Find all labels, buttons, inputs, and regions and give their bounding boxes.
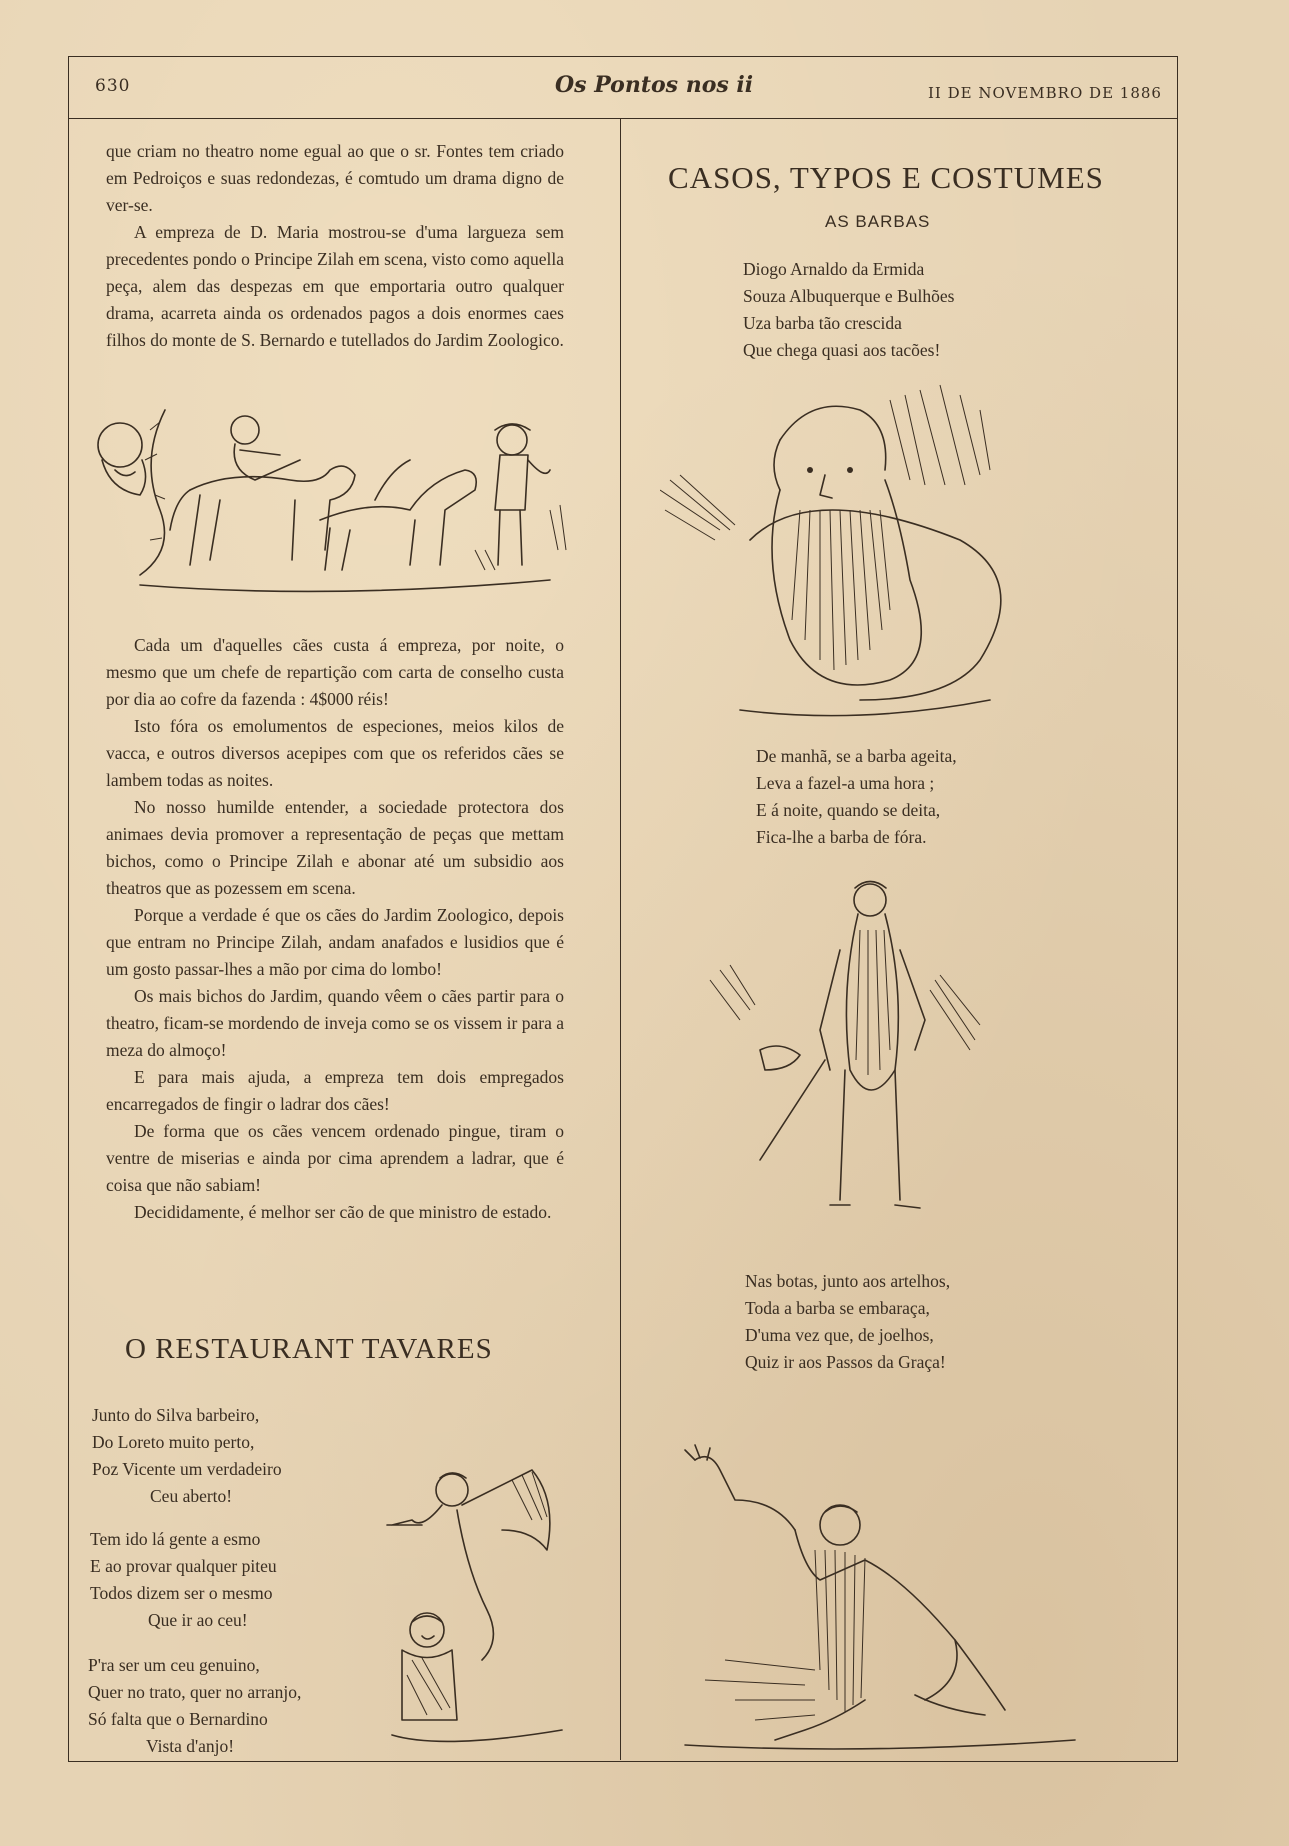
verse-line: Que ir ao ceu! xyxy=(148,1610,248,1630)
verse-line: Souza Albuquerque e Bulhões xyxy=(743,286,955,306)
verse-line: Vista d'anjo! xyxy=(146,1736,235,1756)
angel-waiter-illustration xyxy=(382,1460,572,1750)
paragraph: De forma que os cães vencem ordenado pingue, tiram o ventre de miserias e ainda por cima aprendem a ladrar, que é coisa que não sabiam! xyxy=(106,1121,564,1195)
verse-line: Quer no trato, quer no arranjo, xyxy=(88,1682,302,1702)
header-rule xyxy=(68,118,1178,119)
section-subtitle: AS BARBAS xyxy=(825,212,931,231)
left-article-bottom xyxy=(106,632,564,1226)
paragraph: Cada um d'aquelles cães custa á empreza, por noite, o mesmo que um chefe de repartição com carta de conselho custa por dia ao cofre da fazenda : 4$000 réis! xyxy=(106,635,564,709)
dogs-illustration xyxy=(80,400,585,600)
verse-line: E á noite, quando se deita, xyxy=(756,800,941,820)
bearded-head-illustration xyxy=(660,380,1100,725)
restaurant-title: O RESTAURANT TAVARES xyxy=(125,1333,493,1365)
restaurant-stanza-3 xyxy=(88,1652,301,1760)
paragraph: Isto fóra os emolumentos de especiones, meios kilos de vacca, e outros diversos acepipes com que os referidos cães se lambem todas as noites. xyxy=(106,716,564,790)
paragraph: No nosso humilde entender, a sociedade protectora dos animaes devia promover a representação de peças que mettam bichos, como o Principe Zilah e abonar até um subsidio aos theatros que as pozessem em scena. xyxy=(106,797,564,898)
verse-line: Só falta que o Bernardino xyxy=(88,1709,268,1729)
issue-date: II DE NOVEMBRO DE 1886 xyxy=(928,84,1162,102)
verse-line: Poz Vicente um verdadeiro xyxy=(92,1459,282,1479)
verse-line: Do Loreto muito perto, xyxy=(92,1432,255,1452)
kneeling-man-illustration xyxy=(665,1440,1095,1755)
verse-line: De manhã, se a barba ageita, xyxy=(756,746,957,766)
paragraph: Porque a verdade é que os cães do Jardim Zoologico, depois que entram no Principe Zilah, andam anafados e lusidios que é um gosto passar-lhes a mão por cima do lombo! xyxy=(106,905,564,979)
verse-line: Diogo Arnaldo da Ermida xyxy=(743,259,925,279)
restaurant-stanza-2 xyxy=(90,1526,277,1634)
verse-line: Junto do Silva barbeiro, xyxy=(92,1405,260,1425)
left-article-top xyxy=(106,138,564,354)
restaurant-stanza-1 xyxy=(92,1402,282,1510)
standing-man-illustration xyxy=(700,870,1000,1225)
column-divider xyxy=(620,118,621,1760)
verse-line: Leva a fazel-a uma hora ; xyxy=(756,773,935,793)
barbas-stanza-2 xyxy=(756,743,957,851)
verse-line: Ceu aberto! xyxy=(150,1486,233,1506)
verse-line: Que chega quasi aos tacões! xyxy=(743,340,941,360)
masthead-logo xyxy=(555,72,753,98)
masthead-logo-text: Os Pontos nos ii xyxy=(555,72,754,98)
paragraph: E para mais ajuda, a empreza tem dois empregados encarregados de fingir o ladrar dos cães! xyxy=(106,1067,564,1114)
verse-line: Uza barba tão crescida xyxy=(743,313,902,333)
verse-line: Quiz ir aos Passos da Graça! xyxy=(745,1352,946,1372)
verse-line: Todos dizem ser o mesmo xyxy=(90,1583,273,1603)
verse-line: E ao provar qualquer piteu xyxy=(90,1556,277,1576)
verse-line: D'uma vez que, de joelhos, xyxy=(745,1325,934,1345)
section-title: CASOS, TYPOS E COSTUMES xyxy=(668,160,1104,195)
verse-line: Nas botas, junto aos artelhos, xyxy=(745,1271,951,1291)
paragraph: Decididamente, é melhor ser cão de que ministro de estado. xyxy=(134,1202,552,1222)
page-number: 630 xyxy=(95,76,131,96)
paragraph: A empreza de D. Maria mostrou-se d'uma largueza sem precedentes pondo o Principe Zilah em scena, visto como aquella peça, alem das despezas em que emportaria outro qualquer drama, acarreta ainda os ordenados pagos a dois enormes caes filhos do monte de S. Bernardo e tutellados do Jardim Zoologico. xyxy=(106,222,564,350)
barbas-stanza-3 xyxy=(745,1268,950,1376)
verse-line: Toda a barba se embaraça, xyxy=(745,1298,930,1318)
verse-line: P'ra ser um ceu genuino, xyxy=(88,1655,260,1675)
verse-line: Fica-lhe a barba de fóra. xyxy=(756,827,927,847)
verse-line: Tem ido lá gente a esmo xyxy=(90,1529,261,1549)
barbas-stanza-1 xyxy=(743,256,954,364)
paragraph: que criam no theatro nome egual ao que o sr. Fontes tem criado em Pedroiços e suas redondezas, é comtudo um drama digno de ver-se. xyxy=(106,141,564,215)
paragraph: Os mais bichos do Jardim, quando vêem o cães partir para o theatro, ficam-se mordendo de inveja como se os vissem ir para a meza do almoço! xyxy=(106,986,564,1060)
